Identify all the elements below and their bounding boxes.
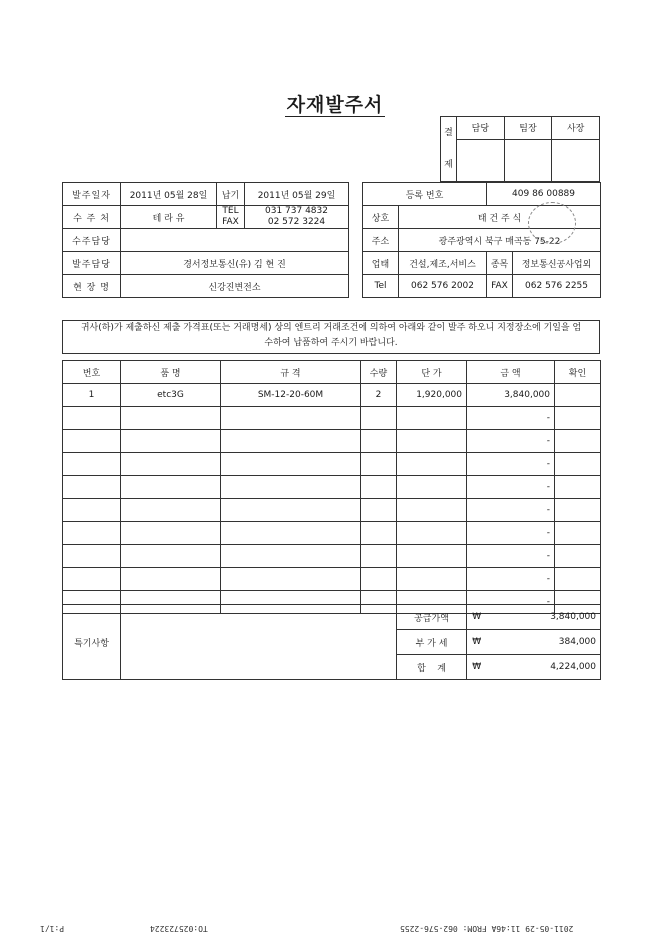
- item-amount: -: [467, 591, 555, 614]
- item-qty: 2: [361, 384, 397, 407]
- item-amount: -: [467, 499, 555, 522]
- item-amount: -: [467, 453, 555, 476]
- approval-sign-lead: [504, 139, 552, 181]
- tel-fax-values: 031 737 4832 02 572 3224: [245, 206, 349, 229]
- item-spec: [221, 522, 361, 545]
- item-spec: [221, 499, 361, 522]
- vat-label: 부 가 세: [397, 630, 467, 655]
- item-spec: [221, 407, 361, 430]
- item-qty: [361, 407, 397, 430]
- item-name: etc3G: [121, 384, 221, 407]
- col-spec: 규 격: [221, 361, 361, 384]
- notice-line-1: 귀사(하)가 제출하신 제출 가격표(또는 거래명세) 상의 엔트리 거래조건에 의하여 아래와 같이 발주 하오니 지정장소에 기일을 엄: [80, 323, 582, 333]
- col-amount: 금 액: [467, 361, 555, 384]
- orderer: 테 라 유: [121, 206, 217, 229]
- order-manager-label: 발주담당: [63, 252, 121, 275]
- item-qty: [361, 453, 397, 476]
- item-check: [555, 384, 601, 407]
- reg-no: 409 86 00889: [487, 183, 601, 206]
- item-no: [63, 407, 121, 430]
- item-check: [555, 453, 601, 476]
- item-amount: -: [467, 430, 555, 453]
- item-price: [397, 407, 467, 430]
- items-table: [62, 360, 601, 614]
- table-row: [63, 384, 601, 407]
- item-qty: [361, 476, 397, 499]
- item-spec: [221, 568, 361, 591]
- table-row: [63, 545, 601, 568]
- item-price: [397, 430, 467, 453]
- item-amount: 3,840,000: [467, 384, 555, 407]
- fax-header-left: 2011-05-29 11:46A FROM: 062-576-2255: [400, 924, 574, 933]
- item-amount: -: [467, 407, 555, 430]
- vat-amount: 384,000: [487, 630, 601, 655]
- item-spec: [221, 453, 361, 476]
- items-header-row: [63, 361, 601, 384]
- item-no: [63, 430, 121, 453]
- supply-currency: ₩: [467, 605, 487, 630]
- total-amount: 4,224,000: [487, 655, 601, 680]
- item-qty: [361, 499, 397, 522]
- manager-label: 수주담당: [63, 229, 121, 252]
- table-row: [63, 407, 601, 430]
- vat-currency: ₩: [467, 630, 487, 655]
- remarks-value: [121, 605, 397, 680]
- item-qty: [361, 568, 397, 591]
- item-check: [555, 545, 601, 568]
- fax-header-page: P:1/1: [40, 924, 65, 933]
- approval-sign-staff: [457, 139, 505, 181]
- tel-fax-labels: TEL FAX: [217, 206, 245, 229]
- order-header-table: [62, 182, 601, 298]
- table-row: [63, 499, 601, 522]
- table-row: [63, 522, 601, 545]
- item-qty: [361, 545, 397, 568]
- col-no: 번호: [63, 361, 121, 384]
- total-label: 합 계: [397, 655, 467, 680]
- address-label: 주소: [363, 229, 399, 252]
- fax-header-mid: TO:025723224: [150, 924, 208, 933]
- item-name: [121, 568, 221, 591]
- item-price: [397, 476, 467, 499]
- supply-label: 공급가액: [397, 605, 467, 630]
- total-currency: ₩: [467, 655, 487, 680]
- biz-type: 건설,제조,서비스: [399, 252, 487, 275]
- order-date: 2011년 05월 28일: [121, 183, 217, 206]
- order-notice: [62, 320, 600, 354]
- item-amount: -: [467, 545, 555, 568]
- document-title: 자재발주서: [286, 94, 384, 116]
- item-name: [121, 430, 221, 453]
- approval-header-staff: 담당: [457, 117, 505, 140]
- due-date: 2011년 05월 29일: [245, 183, 349, 206]
- table-row: [63, 568, 601, 591]
- address: 광주광역시 북구 매곡동 75-22: [399, 229, 601, 252]
- item-no: [63, 499, 121, 522]
- company-label: 상호: [363, 206, 399, 229]
- item-name: [121, 545, 221, 568]
- item-no: [63, 545, 121, 568]
- fax2-label: FAX: [487, 275, 513, 298]
- site-label: 현 장 명: [63, 275, 121, 298]
- tel2-label: Tel: [363, 275, 399, 298]
- item-spec: SM-12-20-60M: [221, 384, 361, 407]
- remarks-label: 특기사항: [63, 605, 121, 680]
- col-name: 품 명: [121, 361, 221, 384]
- company-name: 태 건 주 식: [399, 206, 601, 229]
- item-check: [555, 430, 601, 453]
- item-spec: [221, 545, 361, 568]
- item-check: [555, 499, 601, 522]
- supply-amount: 3,840,000: [487, 605, 601, 630]
- col-qty: 수량: [361, 361, 397, 384]
- col-price: 단 가: [397, 361, 467, 384]
- item-price: 1,920,000: [397, 384, 467, 407]
- item-check: [555, 407, 601, 430]
- item-name: [121, 522, 221, 545]
- table-row: [63, 453, 601, 476]
- biz-item-label: 종목: [487, 252, 513, 275]
- manager: [121, 229, 349, 252]
- item-spec: [221, 430, 361, 453]
- table-row: [63, 476, 601, 499]
- item-no: 1: [63, 384, 121, 407]
- col-check: 확인: [555, 361, 601, 384]
- item-check: [555, 476, 601, 499]
- item-price: [397, 453, 467, 476]
- item-no: [63, 476, 121, 499]
- item-price: [397, 568, 467, 591]
- fax2: 062 576 2255: [513, 275, 601, 298]
- item-check: [555, 568, 601, 591]
- approval-sign-ceo: [552, 139, 600, 181]
- item-price: [397, 522, 467, 545]
- biz-item: 정보통신공사업외: [513, 252, 601, 275]
- due-date-label: 납기: [217, 183, 245, 206]
- item-qty: [361, 430, 397, 453]
- reg-no-label: 등록 번호: [363, 183, 487, 206]
- item-spec: [221, 476, 361, 499]
- item-name: [121, 407, 221, 430]
- totals-table: [62, 604, 601, 680]
- item-name: [121, 476, 221, 499]
- order-date-label: 발주일자: [63, 183, 121, 206]
- order-manager: 경서정보통신(유) 김 현 진: [121, 252, 349, 275]
- item-amount: -: [467, 522, 555, 545]
- item-amount: -: [467, 476, 555, 499]
- biz-type-label: 업태: [363, 252, 399, 275]
- table-row: [63, 430, 601, 453]
- item-name: [121, 499, 221, 522]
- tel2: 062 576 2002: [399, 275, 487, 298]
- item-no: [63, 522, 121, 545]
- approval-box: [440, 116, 600, 182]
- notice-line-2: 수하여 납품하여 주시기 바랍니다.: [264, 338, 398, 348]
- item-name: [121, 453, 221, 476]
- item-price: [397, 499, 467, 522]
- orderer-label: 수 주 처: [63, 206, 121, 229]
- item-check: [555, 522, 601, 545]
- approval-header-lead: 팀장: [504, 117, 552, 140]
- approval-gyeol-je: 결 제: [441, 117, 457, 182]
- item-no: [63, 453, 121, 476]
- site-name: 신강진변전소: [121, 275, 349, 298]
- item-qty: [361, 522, 397, 545]
- item-no: [63, 568, 121, 591]
- company-seal: [528, 202, 576, 244]
- item-amount: -: [467, 568, 555, 591]
- item-price: [397, 545, 467, 568]
- approval-header-ceo: 사장: [552, 117, 600, 140]
